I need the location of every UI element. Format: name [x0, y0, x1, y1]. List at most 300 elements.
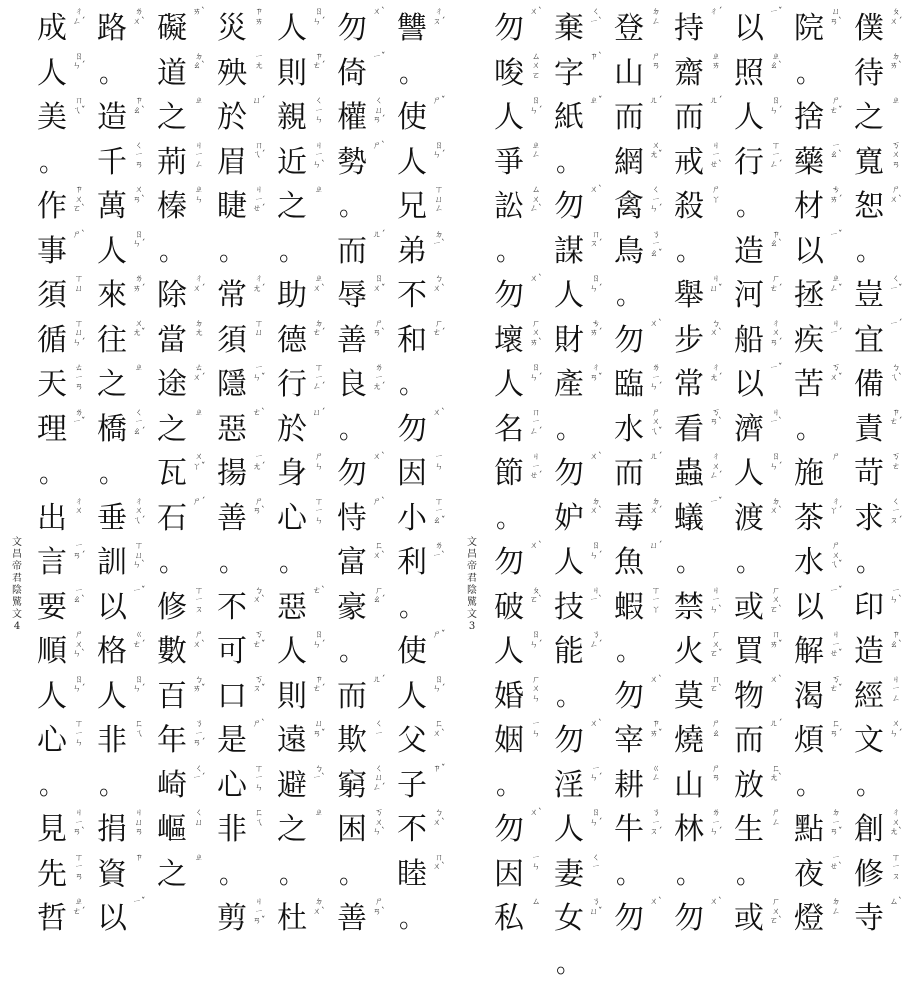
char-cell: [610, 585, 668, 630]
char-cell: [213, 184, 271, 229]
char-cell: [333, 318, 391, 363]
hanzi: 而: [612, 101, 646, 135]
char-cell: [93, 318, 151, 363]
text-column: [790, 6, 848, 941]
hanzi: 人: [95, 235, 129, 269]
hanzi: 勿: [552, 190, 586, 224]
char-cell: [273, 318, 331, 363]
zhuyin-annotation: ㄩˊ: [648, 542, 664, 552]
hanzi: 壞: [492, 324, 526, 358]
char-cell: [153, 807, 211, 852]
zhuyin-annotation: ㄕㄨˋ: [191, 631, 207, 650]
char-cell: [850, 496, 908, 541]
zhuyin-annotation: ㄖㄨˇ: [371, 275, 387, 294]
char-cell: [213, 496, 271, 541]
zhuyin-annotation: ㄌㄧˋ: [431, 542, 447, 561]
zhuyin-annotation: ㄨˋ: [588, 453, 604, 463]
zhuyin-annotation: ㄕㄠ: [708, 720, 724, 739]
zhuyin-annotation: ㄘㄞˊ: [588, 320, 604, 339]
char-cell: [393, 6, 451, 51]
char-cell: [730, 852, 788, 897]
hanzi: 善: [215, 502, 249, 536]
hanzi: 修: [155, 591, 189, 625]
char-cell: [33, 585, 91, 630]
hanzi: 常: [215, 279, 249, 313]
char-cell: [730, 807, 788, 852]
char-cell: [273, 362, 331, 407]
char-cell: [33, 807, 91, 852]
char-cell: [850, 318, 908, 363]
hanzi: 。: [155, 546, 189, 580]
hanzi: 之: [155, 858, 189, 892]
hanzi: 勿: [612, 324, 646, 358]
hanzi: 苦: [792, 368, 826, 402]
hanzi: 讐: [395, 12, 429, 46]
zhuyin-annotation: ㄨˋ: [528, 542, 544, 552]
hanzi: 莫: [672, 680, 706, 714]
hanzi: 。: [852, 235, 886, 269]
hanzi: 。: [275, 546, 309, 580]
zhuyin-annotation: ㄎㄢˋ: [708, 409, 724, 428]
zhuyin-annotation: ㄧㄠˋ: [828, 142, 844, 161]
hanzi: 先: [35, 858, 69, 892]
char-cell: [93, 718, 151, 763]
char-cell: [273, 140, 331, 185]
hanzi: 院: [792, 12, 826, 46]
char-cell: [333, 674, 391, 719]
hanzi: 睦: [395, 858, 429, 892]
zhuyin-annotation: ㄓㄥˇ: [828, 275, 844, 294]
char-cell: [153, 95, 211, 140]
char-cell: [730, 629, 788, 674]
hanzi: 石: [155, 502, 189, 536]
zhuyin-annotation: ㄓㄠˋ: [768, 53, 784, 72]
hanzi: 之: [155, 101, 189, 135]
zhuyin-annotation: ㄗㄜˊ: [888, 409, 904, 428]
char-cell: [273, 674, 331, 719]
hanzi: 年: [155, 724, 189, 758]
hanzi: 燒: [672, 724, 706, 758]
text-column: [610, 6, 668, 941]
char-cell: [333, 852, 391, 897]
char-cell: [790, 807, 848, 852]
char-cell: [550, 941, 608, 985]
zhuyin-annotation: ㄖㄣˊ: [528, 364, 544, 383]
char-cell: [550, 362, 608, 407]
char-cell: [790, 6, 848, 51]
hanzi: 破: [492, 591, 526, 625]
hanzi: 避: [275, 769, 309, 803]
char-cell: [490, 807, 548, 852]
char-cell: [790, 51, 848, 96]
hanzi: 非: [95, 724, 129, 758]
char-cell: [790, 585, 848, 630]
zhuyin-annotation: ㄅㄨˋ: [708, 320, 724, 339]
hanzi: 。: [552, 947, 586, 981]
zhuyin-annotation: ㄉㄥ: [648, 8, 664, 27]
zhuyin-annotation: ㄐㄧㄝˇ: [828, 631, 844, 660]
char-cell: [850, 229, 908, 274]
hanzi: 妒: [552, 502, 586, 536]
char-cell: [850, 896, 908, 941]
char-cell: [33, 362, 91, 407]
char-cell: [333, 184, 391, 229]
zhuyin-annotation: ㄔㄨ: [71, 498, 87, 517]
char-cell: [610, 318, 668, 363]
hanzi: 蝦: [612, 591, 646, 625]
char-cell: [393, 496, 451, 541]
zhuyin-annotation: ㄐㄧㄝˊ: [251, 186, 267, 215]
char-cell: [273, 718, 331, 763]
zhuyin-annotation: ㄩˊ: [311, 409, 327, 419]
char-cell: [33, 496, 91, 541]
zhuyin-annotation: ㄖㄣˊ: [431, 676, 447, 695]
zhuyin-annotation: ㄓ: [191, 97, 207, 107]
hanzi: 禁: [672, 591, 706, 625]
char-cell: [550, 807, 608, 852]
char-cell: [333, 95, 391, 140]
hanzi: 德: [275, 324, 309, 358]
zhuyin-annotation: ㄓㄜˊ: [71, 898, 87, 917]
char-cell: [33, 318, 91, 363]
char-cell: [730, 718, 788, 763]
zhuyin-annotation: ㄗㄞˇ: [648, 720, 664, 739]
hanzi: 揚: [215, 457, 249, 491]
char-cell: [273, 184, 331, 229]
hanzi: 哲: [35, 902, 69, 936]
char-cell: [93, 852, 151, 897]
hanzi: 勿: [492, 546, 526, 580]
hanzi: 辱: [335, 279, 369, 313]
zhuyin-annotation: ㄐㄧㄥ: [888, 676, 904, 705]
char-cell: [850, 51, 908, 96]
zhuyin-annotation: ㄕㄣ: [311, 453, 327, 472]
hanzi: 人: [395, 680, 429, 714]
zhuyin-annotation: ㄧㄣ: [528, 720, 544, 739]
char-cell: [670, 807, 728, 852]
hanzi: 人: [95, 680, 129, 714]
char-cell: [213, 6, 271, 51]
char-cell: [610, 629, 668, 674]
hanzi: 生: [732, 813, 766, 847]
zhuyin-annotation: ㄕㄢˋ: [371, 320, 387, 339]
hanzi: 藥: [792, 146, 826, 180]
char-cell: [670, 95, 728, 140]
zhuyin-annotation: ㄕㄨㄣˋ: [71, 631, 87, 660]
char-cell: [490, 496, 548, 541]
char-cell: [850, 763, 908, 808]
hanzi: 。: [95, 57, 129, 91]
hanzi: 燈: [792, 902, 826, 936]
zhuyin-annotation: ㄉㄨˋ: [768, 498, 784, 517]
hanzi: 人: [35, 680, 69, 714]
zhuyin-annotation: ㄊㄧㄢ: [71, 364, 87, 393]
zhuyin-annotation: ㄙㄨㄥˋ: [528, 186, 544, 215]
zhuyin-annotation: ㄧㄝˋ: [828, 854, 844, 873]
char-cell: [213, 718, 271, 763]
zhuyin-annotation: ㄦˊ: [708, 97, 724, 107]
hanzi: 。: [215, 546, 249, 580]
hanzi: 點: [792, 813, 826, 847]
zhuyin-annotation: ㄨˋ: [371, 8, 387, 18]
hanzi: 。: [672, 546, 706, 580]
zhuyin-annotation: ㄎㄜ: [888, 453, 904, 472]
char-cell: [790, 540, 848, 585]
char-cell: [333, 51, 391, 96]
zhuyin-annotation: ㄦˊ: [648, 453, 664, 463]
zhuyin-annotation: ㄏㄜˊ: [768, 275, 784, 294]
zhuyin-annotation: ㄏㄨㄣ: [528, 676, 544, 705]
zhuyin-annotation: ㄩˊ: [251, 97, 267, 107]
hanzi: 勿: [552, 457, 586, 491]
hanzi: 河: [732, 279, 766, 313]
hanzi: 鳥: [612, 235, 646, 269]
hanzi: 字: [552, 57, 586, 91]
hanzi: 。: [612, 635, 646, 669]
zhuyin-annotation: ㄨˋ: [648, 898, 664, 908]
hanzi: 勿: [672, 902, 706, 936]
char-cell: [490, 451, 548, 496]
char-cell: [213, 585, 271, 630]
char-cell: [610, 451, 668, 496]
hanzi: 。: [215, 858, 249, 892]
char-cell: [730, 140, 788, 185]
zhuyin-annotation: ㄐㄧㄝˊ: [528, 453, 544, 482]
zhuyin-annotation: ㄒㄧㄠˇ: [431, 498, 447, 527]
char-cell: [790, 629, 848, 674]
char-cell: [33, 6, 91, 51]
hanzi: 疾: [792, 324, 826, 358]
page-right: [457, 0, 914, 645]
hanzi: 子: [395, 769, 429, 803]
zhuyin-annotation: ㄨˋ: [528, 809, 544, 819]
hanzi: 之: [155, 413, 189, 447]
zhuyin-annotation: ㄔㄤˊ: [251, 275, 267, 294]
hanzi: 勿: [335, 457, 369, 491]
char-cell: [93, 407, 151, 452]
zhuyin-annotation: ㄑㄩㄢˊ: [371, 97, 387, 126]
hanzi: 。: [732, 546, 766, 580]
zhuyin-annotation: ㄇㄟˊ: [251, 142, 267, 161]
zhuyin-annotation: ㄖㄣˊ: [431, 142, 447, 161]
char-cell: [153, 229, 211, 274]
char-cell: [273, 273, 331, 318]
zhuyin-annotation: ㄋㄩˇ: [588, 898, 604, 917]
hanzi: 。: [612, 858, 646, 892]
char-cell: [153, 718, 211, 763]
char-cell: [273, 229, 331, 274]
zhuyin-annotation: ㄑㄧㄢ: [131, 142, 147, 171]
zhuyin-annotation: ㄨㄣˊ: [888, 720, 904, 739]
char-cell: [490, 95, 548, 140]
zhuyin-annotation: ㄑㄧˋ: [588, 8, 604, 27]
hanzi: 則: [275, 680, 309, 714]
hanzi: 責: [852, 413, 886, 447]
hanzi: 印: [852, 591, 886, 625]
zhuyin-annotation: ㄑㄧㄣ: [311, 97, 327, 126]
zhuyin-annotation: ㄑㄩ: [191, 809, 207, 828]
text-column: [550, 6, 608, 985]
char-cell: [153, 451, 211, 496]
hanzi: 紙: [552, 101, 586, 135]
char-cell: [393, 229, 451, 274]
hanzi: 財: [552, 324, 586, 358]
zhuyin-annotation: ㄨˋ: [648, 320, 664, 330]
zhuyin-annotation: ㄐㄧㄣˋ: [708, 587, 724, 616]
hanzi: 心: [275, 502, 309, 536]
hanzi: 和: [395, 324, 429, 358]
char-cell: [850, 585, 908, 630]
hanzi: 婚: [492, 680, 526, 714]
char-cell: [93, 95, 151, 140]
char-cell: [93, 6, 151, 51]
hanzi: 。: [552, 413, 586, 447]
hanzi: 求: [852, 502, 886, 536]
zhuyin-annotation: ㄨˋ: [648, 676, 664, 686]
hanzi: 口: [215, 680, 249, 714]
char-cell: [333, 273, 391, 318]
hanzi: 人: [552, 279, 586, 313]
hanzi: 勿: [395, 413, 429, 447]
hanzi: 路: [95, 12, 129, 46]
char-cell: [213, 451, 271, 496]
zhuyin-annotation: ㄦˊ: [371, 231, 387, 241]
hanzi: 。: [155, 235, 189, 269]
zhuyin-annotation: ㄧˇ: [371, 53, 387, 63]
zhuyin-annotation: ㄑㄧㄡˊ: [888, 498, 904, 527]
char-cell: [213, 273, 271, 318]
zhuyin-annotation: ㄗˇ: [431, 765, 447, 775]
char-cell: [153, 585, 211, 630]
hanzi: 格: [95, 635, 129, 669]
hanzi: 於: [275, 413, 309, 447]
hanzi: 看: [672, 413, 706, 447]
zhuyin-annotation: ㄈㄨˋ: [371, 542, 387, 561]
zhuyin-annotation: ㄅㄟˋ: [888, 364, 904, 383]
zhuyin-annotation: ㄧˇ: [768, 8, 784, 18]
char-cell: [33, 95, 91, 140]
hanzi: 戒: [672, 146, 706, 180]
hanzi: 私: [492, 902, 526, 936]
char-cell: [790, 229, 848, 274]
zhuyin-annotation: ㄎㄡˇ: [251, 676, 267, 695]
page-footer: 文昌帝君陰騭文4: [10, 537, 24, 633]
char-cell: [33, 51, 91, 96]
hanzi: 嶇: [155, 813, 189, 847]
zhuyin-annotation: ㄇㄞˇ: [768, 631, 784, 650]
char-cell: [850, 629, 908, 674]
hanzi: 捐: [95, 813, 129, 847]
zhuyin-annotation: ㄧˇ: [828, 587, 844, 597]
char-cell: [393, 807, 451, 852]
hanzi: 毒: [612, 502, 646, 536]
char-cell: [213, 807, 271, 852]
hanzi: 行: [275, 368, 309, 402]
char-cell: [273, 51, 331, 96]
hanzi: 耕: [612, 769, 646, 803]
char-cell: [610, 273, 668, 318]
char-cell: [610, 763, 668, 808]
hanzi: 放: [732, 769, 766, 803]
char-cell: [333, 807, 391, 852]
hanzi: 人: [275, 12, 309, 46]
zhuyin-annotation: ㄕ: [828, 453, 844, 463]
hanzi: 施: [792, 457, 826, 491]
char-cell: [790, 95, 848, 140]
zhuyin-annotation: ㄗㄜˊ: [311, 676, 327, 695]
char-cell: [33, 184, 91, 229]
hanzi: 。: [732, 858, 766, 892]
char-cell: [610, 718, 668, 763]
char-cell: [93, 496, 151, 541]
char-cell: [273, 807, 331, 852]
char-cell: [670, 184, 728, 229]
zhuyin-annotation: ㄧㄣˋ: [888, 587, 904, 606]
char-cell: [550, 896, 608, 941]
char-cell: [213, 318, 271, 363]
char-cell: [610, 540, 668, 585]
char-cell: [670, 718, 728, 763]
zhuyin-annotation: ㄋㄧㄢˊ: [191, 720, 207, 749]
char-cell: [393, 318, 451, 363]
char-cell: [153, 318, 211, 363]
hanzi: 當: [155, 324, 189, 358]
char-cell: [333, 585, 391, 630]
zhuyin-annotation: ㄅㄨˋ: [431, 275, 447, 294]
char-cell: [790, 674, 848, 719]
zhuyin-annotation: ㄗㄠˋ: [131, 97, 147, 116]
zhuyin-annotation: ㄔㄨㄤˋ: [888, 809, 904, 838]
char-cell: [730, 763, 788, 808]
char-cell: [93, 273, 151, 318]
hanzi: 不: [395, 813, 429, 847]
hanzi: 人: [552, 813, 586, 847]
zhuyin-annotation: ㄧㄣˊ: [588, 765, 604, 784]
zhuyin-annotation: ㄗ: [131, 854, 147, 864]
zhuyin-annotation: ㄔㄨㄥˊ: [708, 453, 724, 482]
hanzi: 而: [732, 724, 766, 758]
zhuyin-annotation: ㄧㄠˋ: [71, 587, 87, 606]
char-cell: [273, 585, 331, 630]
char-cell: [790, 318, 848, 363]
zhuyin-annotation: ㄏㄨㄛˋ: [768, 898, 784, 927]
hanzi: 勿: [492, 813, 526, 847]
hanzi: 天: [35, 368, 69, 402]
hanzi: 道: [155, 57, 189, 91]
char-cell: [490, 362, 548, 407]
char-cell: [273, 6, 331, 51]
hanzi: 。: [395, 902, 429, 936]
hanzi: 經: [852, 680, 886, 714]
char-cell: [213, 407, 271, 452]
zhuyin-annotation: ㄧˇ: [131, 898, 147, 908]
hanzi: 臨: [612, 368, 646, 402]
hanzi: 而: [672, 101, 706, 135]
hanzi: 技: [552, 591, 586, 625]
hanzi: 照: [732, 57, 766, 91]
zhuyin-annotation: ㄦˊ: [768, 720, 784, 730]
hanzi: 。: [492, 502, 526, 536]
char-cell: [273, 540, 331, 585]
char-cell: [490, 407, 548, 452]
char-cell: [850, 95, 908, 140]
zhuyin-annotation: ㄧㄢˊ: [71, 542, 87, 561]
hanzi: 弟: [395, 235, 429, 269]
zhuyin-annotation: ㄖㄣˊ: [71, 53, 87, 72]
char-cell: [850, 852, 908, 897]
zhuyin-annotation: ㄍㄥ: [648, 765, 664, 784]
zhuyin-annotation: ㄑㄧㄣˊ: [648, 186, 664, 215]
